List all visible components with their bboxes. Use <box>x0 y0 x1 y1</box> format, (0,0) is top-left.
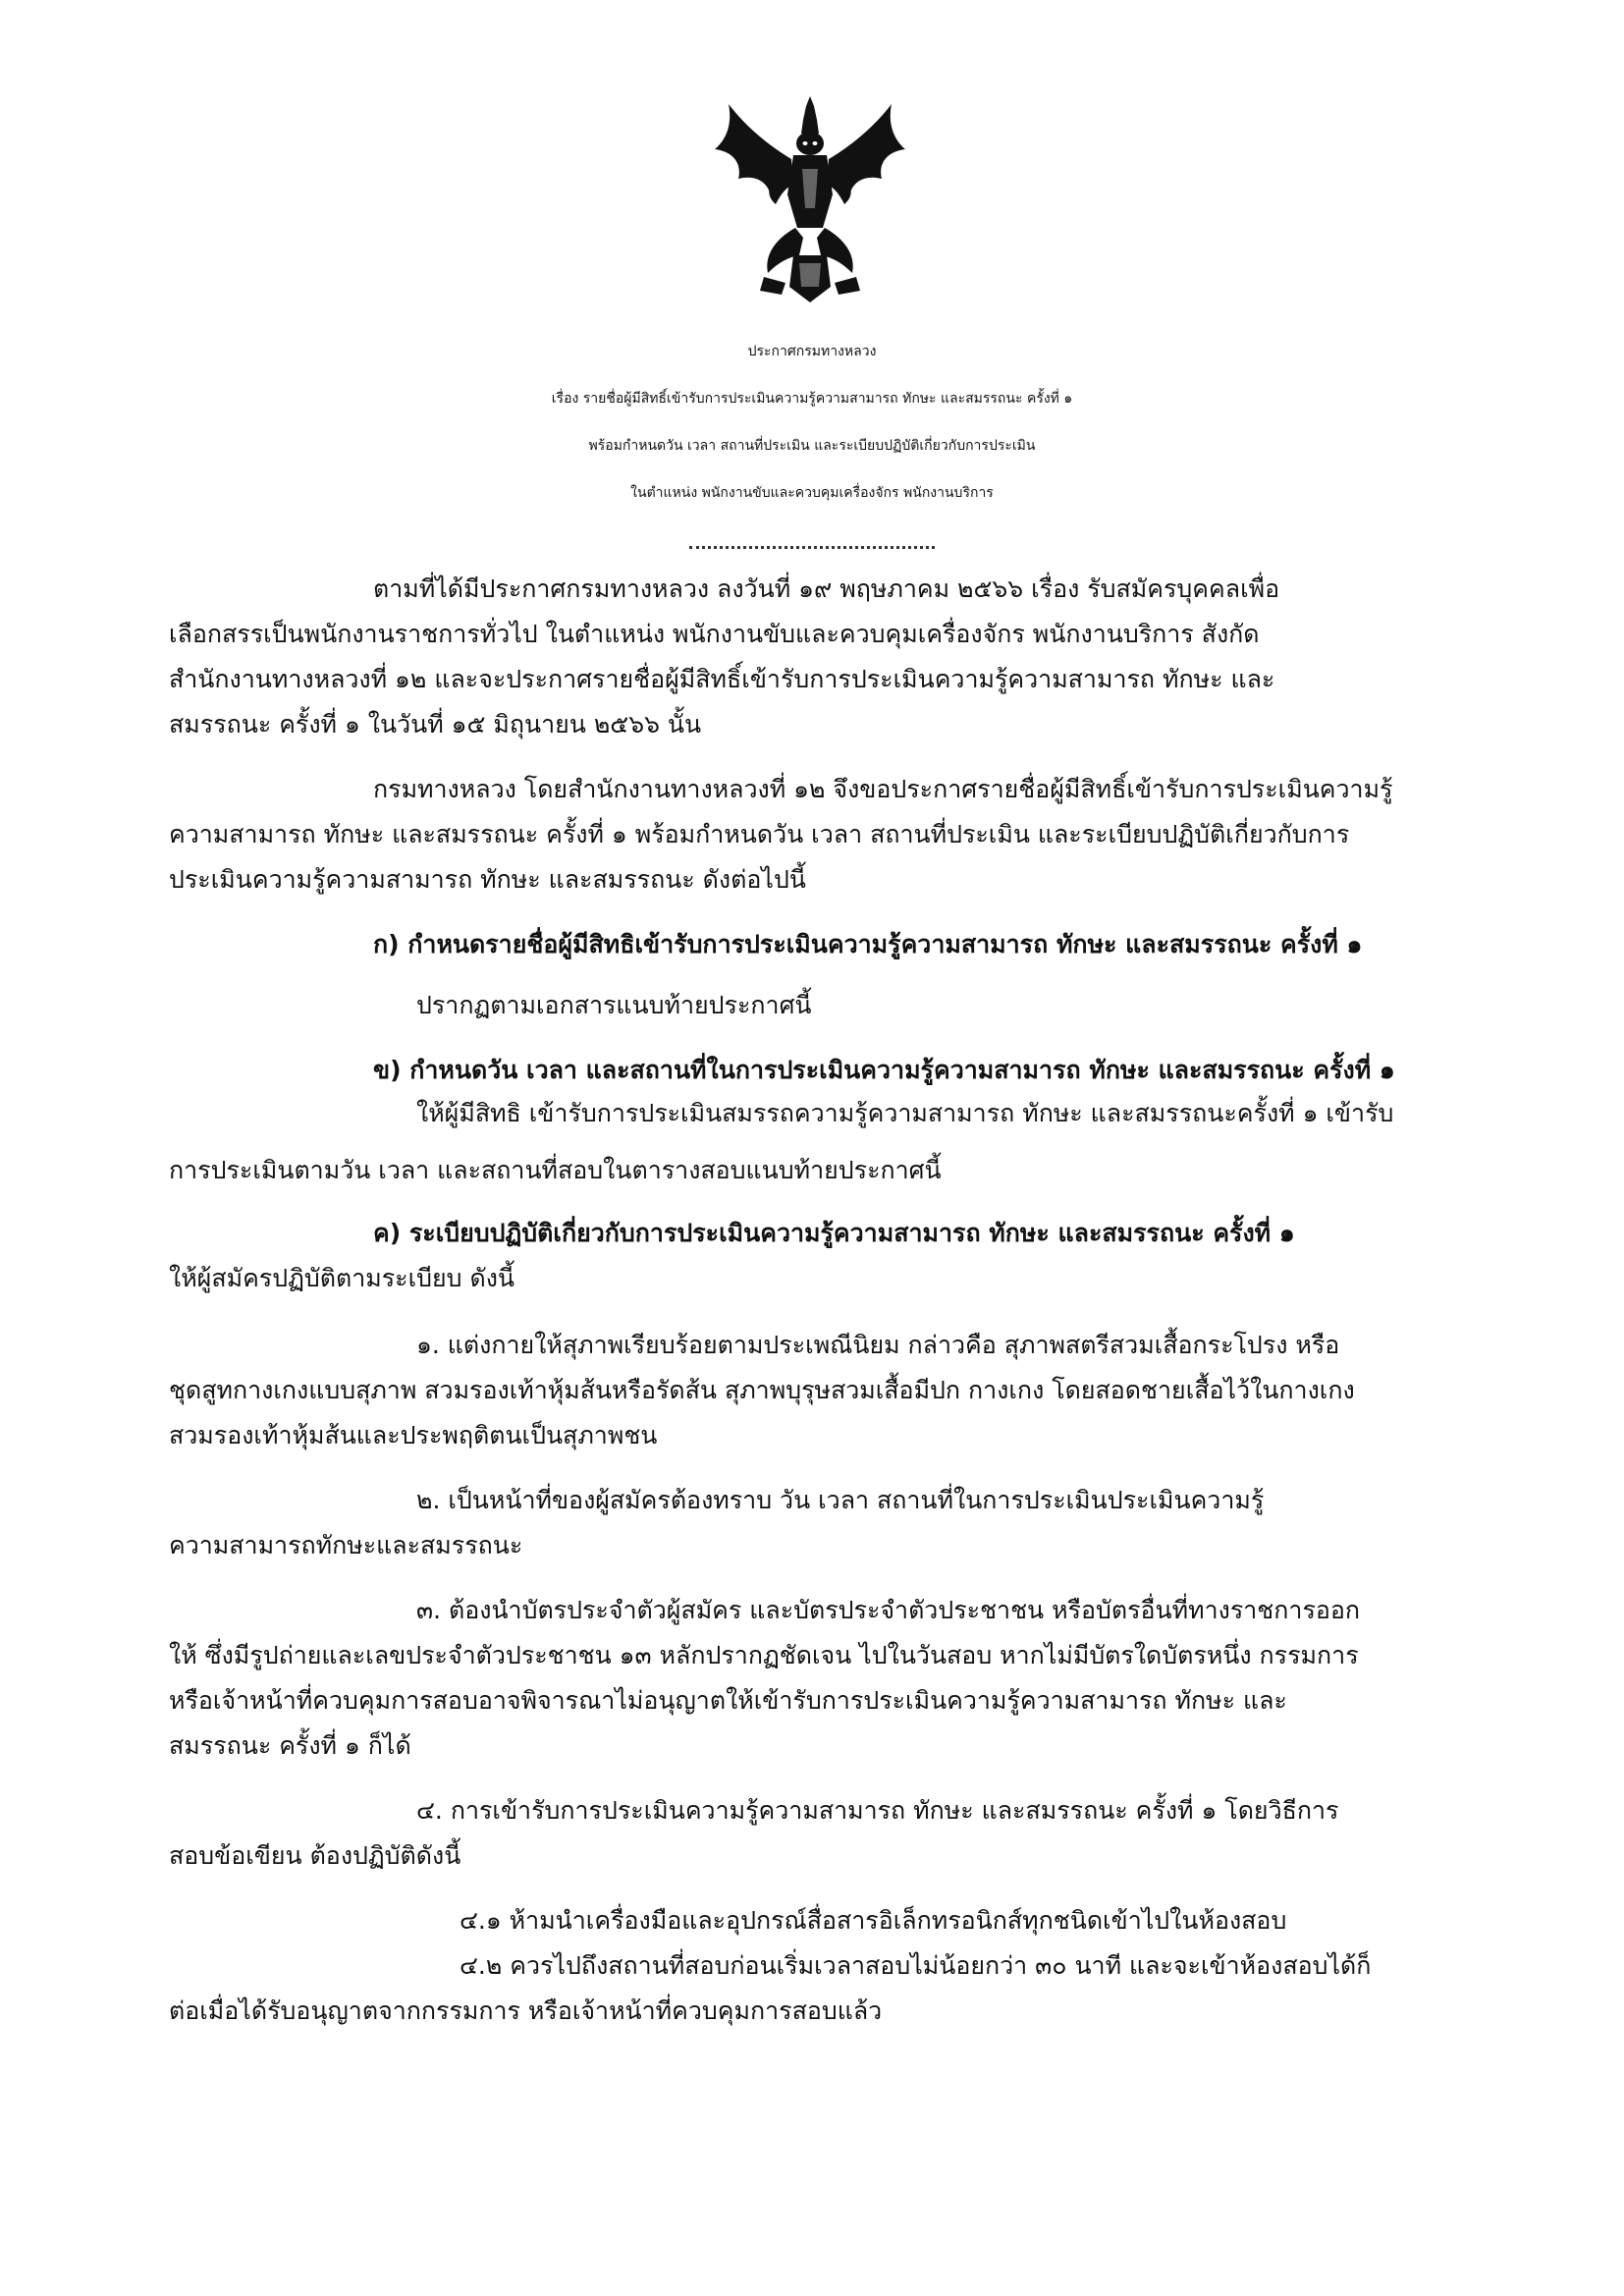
garuda-emblem <box>709 90 911 306</box>
paragraph-2-line-2: ความสามารถ ทักษะ และสมรรถนะ ครั้งที่ ๑ พร้อมกำหนดวัน เวลา สถานที่ประเมิน และระเบียบปฏิบัติเกี่ยวกับการ <box>169 820 1350 848</box>
item-b-text-line-2: การประเมินตามวัน เวลา และสถานที่สอบในตารางสอบแนบท้ายประกาศนี้ <box>169 1156 942 1184</box>
item-a-text: ปรากฏตามเอกสารแนบท้ายประกาศนี้ <box>416 991 812 1019</box>
rule-3-line-3: หรือเจ้าหน้าที่ควบคุมการสอบอาจพิจารณาไม่อนุญาตให้เข้ารับการประเมินความรู้ความสามารถ ทักษะ และ <box>169 1686 1287 1715</box>
paragraph-1-line-1: ตามที่ได้มีประกาศกรมทางหลวง ลงวันที่ ๑๙ พฤษภาคม ๒๕๖๖ เรื่อง รับสมัครบุคคลเพื่อ <box>373 574 1280 603</box>
item-b-heading: ข) กำหนดวัน เวลา และสถานที่ในการประเมินความรู้ความสามารถ ทักษะ และสมรรถนะ ครั้งที่ ๑ <box>373 1056 1395 1084</box>
rule-4-2-line-1: ๔.๒ ควรไปถึงสถานที่สอบก่อนเริ่มเวลาสอบไม่น้อยกว่า ๓๐ นาที และจะเข้าห้องสอบได้ก็ <box>460 1951 1372 1980</box>
item-a-heading: ก) กำหนดรายชื่อผู้มีสิทธิเข้ารับการประเมินความรู้ความสามารถ ทักษะ และสมรรถนะ ครั้งที่ ๑ <box>373 930 1363 958</box>
rule-4-1: ๔.๑ ห้ามนำเครื่องมือและอุปกรณ์สื่อสารอิเล็กทรอนิกส์ทุกชนิดเข้าไปในห้องสอบ <box>460 1906 1287 1935</box>
rule-3-line-1: ๓. ต้องนำบัตรประจำตัวผู้สมัคร และบัตรประจำตัวประชาชน หรือบัตรอื่นที่ทางราชการออก <box>416 1596 1361 1624</box>
rule-2-line-2: ความสามารถทักษะและสมรรถนะ <box>169 1531 523 1559</box>
rule-4-line-1: ๔. การเข้ารับการประเมินความรู้ความสามารถ ทักษะ และสมรรถนะ ครั้งที่ ๑ โดยวิธีการ <box>416 1796 1339 1825</box>
paragraph-2-line-3: ประเมินความรู้ความสามารถ ทักษะ และสมรรถนะ ดังต่อไปนี้ <box>169 865 806 894</box>
item-c-text: ให้ผู้สมัครปฏิบัติตามระเบียบ ดังนี้ <box>169 1264 515 1292</box>
announcement-subject-line2: พร้อมกำหนดวัน เวลา สถานที่ประเมิน และระเบียบปฏิบัติเกี่ยวกับการประเมิน <box>588 438 1036 454</box>
announcement-agency: ประกาศกรมทางหลวง <box>747 344 877 359</box>
paragraph-1-line-2: เลือกสรรเป็นพนักงานราชการทั่วไป ในตำแหน่ง พนักงานขับและควบคุมเครื่องจักร พนักงานบริการ สังกัด <box>169 620 1260 648</box>
item-c-heading: ค) ระเบียบปฏิบัติเกี่ยวกับการประเมินความรู้ความสามารถ ทักษะ และสมรรถนะ ครั้งที่ ๑ <box>373 1219 1295 1247</box>
rule-3-line-4: สมรรถนะ ครั้งที่ ๑ ก็ได้ <box>169 1731 411 1760</box>
rule-1-line-3: สวมรองเท้าหุ้มส้นและประพฤติตนเป็นสุภาพชน <box>169 1421 658 1449</box>
title-separator <box>689 546 935 549</box>
rule-1-line-2: ชุดสูทกางเกงแบบสุภาพ สวมรองเท้าหุ้มส้นหรือรัดส้น สุภาพบุรุษสวมเสื้อมีปก กางเกง โดยสอดชายเสื้อไว้ในกางเกง <box>169 1376 1355 1404</box>
paragraph-1-line-4: สมรรถนะ ครั้งที่ ๑ ในวันที่ ๑๕ มิถุนายน ๒๕๖๖ นั้น <box>169 710 702 738</box>
paragraph-1-line-3: สำนักงานทางหลวงที่ ๑๒ และจะประกาศรายชื่อผู้มีสิทธิ์เข้ารับการประเมินความรู้ความสามารถ ทักษะ และ <box>169 665 1275 693</box>
paragraph-2-line-1: กรมทางหลวง โดยสำนักงานทางหลวงที่ ๑๒ จึงขอประกาศรายชื่อผู้มีสิทธิ์เข้ารับการประเมินความรู้ <box>373 775 1393 803</box>
rule-2-line-1: ๒. เป็นหน้าที่ของผู้สมัครต้องทราบ วัน เวลา สถานที่ในการประเมินประเมินความรู้ <box>416 1486 1265 1514</box>
announcement-subject: เรื่อง รายชื่อผู้มีสิทธิ์เข้ารับการประเมินความรู้ความสามารถ ทักษะ และสมรรถนะ ครั้งที่ ๑ <box>551 391 1073 407</box>
announcement-subject-line3: ในตำแหน่ง พนักงานขับและควบคุมเครื่องจักร พนักงานบริการ <box>630 485 994 501</box>
rule-4-line-2: สอบข้อเขียน ต้องปฏิบัติดังนี้ <box>169 1841 461 1870</box>
rule-1-line-1: ๑. แต่งกายให้สุภาพเรียบร้อยตามประเพณีนิยม กล่าวคือ สุภาพสตรีสวมเสื้อกระโปรง หรือ <box>416 1331 1340 1359</box>
rule-4-2-line-2: ต่อเมื่อได้รับอนุญาตจากกรรมการ หรือเจ้าหน้าที่ควบคุมการสอบแล้ว <box>169 1996 883 2025</box>
rule-3-line-2: ให้ ซึ่งมีรูปถ่ายและเลขประจำตัวประชาชน ๑๓ หลักปรากฏชัดเจน ไปในวันสอบ หากไม่มีบัตรใดบัตรหนึ่ง กรรมการ <box>169 1641 1359 1669</box>
item-b-text-line-1: ให้ผู้มีสิทธิ เข้ารับการประเมินสมรรถความรู้ความสามารถ ทักษะ และสมรรถนะครั้งที่ ๑ เข้ารับ <box>416 1099 1394 1127</box>
